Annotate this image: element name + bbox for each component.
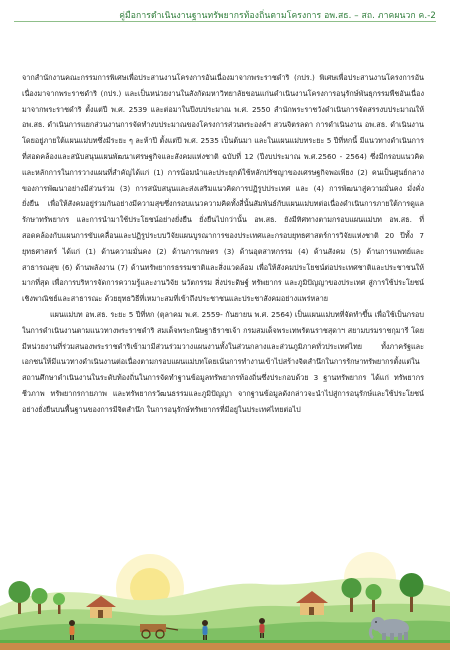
body-content [22,70,424,418]
running-header: คู่มือการดำเนินงานฐานทรัพยากรท้องถิ่นตามโครงการ อพ.สธ. – สถ. ภาคผนวก ค.-2 [119,11,436,21]
grass-edge [0,640,450,643]
soil-strip [0,642,450,650]
header-divider [14,21,436,22]
body-paragraph-1: จากสำนักงานคณะกรรมการพิเศษเพื่อประสานงานโครงการอันเนื่องมาจากพระราชดำริ (กปร.) พิเศษเพื่อประสานงานโครงการอันเนื่องมาจากพระราชดำริ (กปร.) และเป็นหน่วยงานในสังกัดมหาวิทยาลัยขอนแก่นดำเนินงานโครงการอนุรักษ์พันธุกรรมพืชอันเนื่องมาจากพระราชดำริ ตั้งแต่ปี พ.ศ. 2539 และต่อมาในปีงบประมาณ พ.ศ. 2550 สำนักพระราชวังดำเนินการจัดสรรงบประมาณให้ อพ.สธ. ดำเนินการแยกส่วนงานการจัดทำงบประมาณของโครงการส่วนพระองค์ฯ สวนจิตรลดา การดำเนินงาน อพ.สธ. ดำเนินงานโดยอยู่ภายใต้แผนแม่บทซึ่งมีระยะ ๆ ละห้าปี ตั้งแต่ปี พ.ศ. 2535 เป็นต้นมา และในแผนแม่บทระยะ 5 ปีที่หกนี้ มีแนวทางดำเนินการที่สอดคล้องและสนับสนุนแผนพัฒนาเศรษฐกิจและสังคมแห่งชาติ ฉบับที่ 12 (ปีงบประมาณ พ.ศ.2560 - 2564) ซึ่งมีกรอบแนวคิดและหลักการในการวางแผนที่สำคัญได้แก่ (1) การน้อมนำและประยุกต์ใช้หลักปรัชญาของเศรษฐกิจพอเพียง (2) คนเป็นศูนย์กลางของการพัฒนาอย่างมีส่วนร่วม (3) การสนับสนุนและส่งเสริมแนวคิดการปฏิรูปประเทศ และ (4) การพัฒนาสู่ความมั่นคง มั่งคั่ง ยั่งยืน เพื่อให้สังคมอยู่ร่วมกันอย่างมีความสุขซึ่งกรอบแนวความคิดทั้งสี่นั้นสัมพันธ์กับแผนแม่บทต่อเนื่องดำเนินการภายใต้การดูแลรักษาทรัพยากร และการนำมาใช้ประโยชน์อย่างยั่งยืน ยั่งยืนไปกว่านั้น อพ.สธ. ยังมีทิศทางตามกรอบแผนแม่บท อพ.สธ. ที่สอดคล้องกับแผนการขับเคลื่อนและปฏิรูประบบวิจัยแผนบูรณาการของประเทศและกรอบยุทธศาสตร์การวิจัยแห่งชาติ 20 ปีทั้ง 7 ยุทธศาสตร์ ได้แก่ (1) ด้านความมั่นคง (2) ด้านการเกษตร (3) ด้านอุตสาหกรรม (4) ด้านสังคม (5) ด้านการแพทย์และสาธารณสุข (6) ด้านพลังงาน (7) ด้านทรัพยากรธรรมชาติและสิ่งแวดล้อม เพื่อให้สังคมประโยชน์ต่อประเทศชาติและประชาชนให้มากที่สุด เพื่อการบริหารจัดการความรู้และงานวิจัย นวัตกรรม สิ่งประดิษฐ์ ทรัพยากร และภูมิปัญญาของประเทศ สู่การใช้ประโยชน์เชิงพาณิชย์และสาธารณะ ด้วยยุทธวิธีที่เหมาะสมที่เข้าถึงประชาชนและประชาสังคมอย่างแพร่หลาย [22,73,424,304]
body-paragraph-2: แผนแม่บท อพ.สธ. ระยะ 5 ปีที่หก (ตุลาคม พ.ศ. 2559- กันยายน พ.ศ. 2564) เป็นแผนแม่บทที่จัดทำขึ้น เพื่อใช้เป็นกรอบในการดำเนินงานตามแนวทางพระราชดำริ สมเด็จพระกนิษฐาธิราชเจ้า กรมสมเด็จพระเทพรัตนราชสุดาฯ สยามบรมราชกุมารี โดยมีหน่วยงานที่ร่วมสนองพระราชดำริเข้ามามีส่วนร่วมวางแผนงานทั้งในส่วนกลางและส่วนภูมิภาคทั่วประเทศไทย ทั้งภาครัฐและเอกชนให้มีแนวทางดำเนินงานต่อเนื่องตามกรอบแผนแม่บทโดยเน้นการทำงานเข้าไปสร้างจิตสำนึกในการรักษาทรัพยากรตั้งแต่ในสถานศึกษาดำเนินงานในระดับท้องถิ่นในการจัดทำฐานข้อมูลทรัพยากรท้องถิ่นซึ่งประกอบด้วย 3 ฐานทรัพยากร ได้แก่ ทรัพยากรชีวภาพ ทรัพยากรกายภาพ และทรัพยากรวัฒนธรรมและภูมิปัญญา จากฐานข้อมูลดังกล่าวจะนำไปสู่การอนุรักษ์และใช้ประโยชน์อย่างยั่งยืนบนพื้นฐานของการมีจิตสำนึก ในการอนุรักษ์ทรัพยากรที่มีอยู่ในประเทศไทยต่อไป [22,309,424,414]
rural-landscape-illustration [0,510,450,650]
